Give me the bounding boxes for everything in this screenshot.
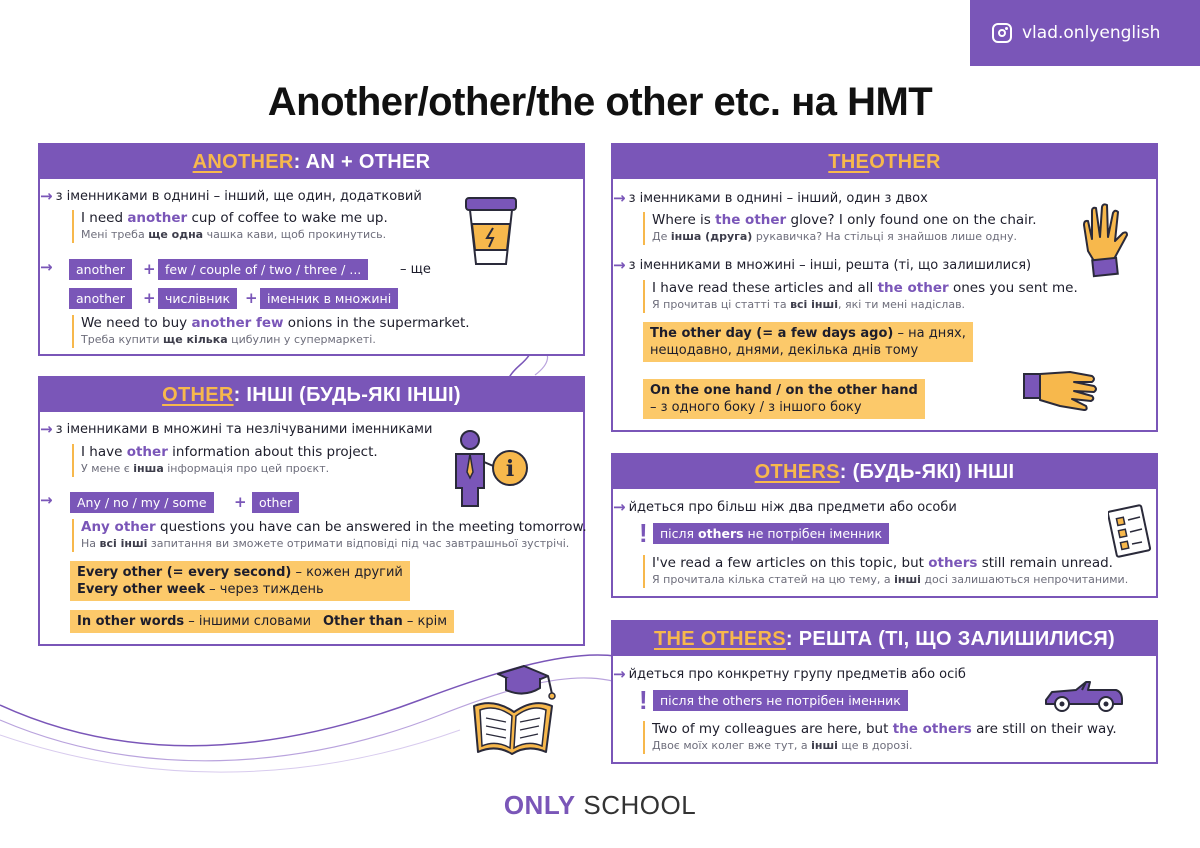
arrow-right-icon: →	[613, 665, 626, 683]
arrow-right-icon: →	[40, 491, 53, 509]
checklist-icon	[1108, 504, 1154, 560]
arrow-right-icon: →	[40, 258, 53, 276]
chip-another-2: another	[69, 288, 132, 309]
rule-another-singular: → з іменниками в однині – інший, ще один, додатковий	[40, 187, 422, 205]
plus-sign: +	[143, 260, 156, 278]
page-title: Another/other/the other etc. на НМТ	[267, 80, 933, 124]
arrow-right-icon: →	[40, 420, 53, 438]
plus-sign: +	[143, 289, 156, 307]
example-the-other-articles: I have read these articles and all the other ones you sent me. Я прочитав ці статті та всі інші, які ти мені надіслав.	[643, 280, 1078, 313]
chip-any-no-my-some: Any / no / my / some	[70, 492, 214, 513]
glove-icon	[1020, 366, 1100, 418]
rule-the-other-plural: → з іменниками в множині – інші, решта (ті, що залишилися)	[613, 256, 1032, 274]
plus-sign: +	[234, 493, 247, 511]
chip-numeral: числівник	[158, 288, 237, 309]
example-another-onions: We need to buy another few onions in the supermarket. Треба купити ще кілька цибулин у супермаркеті.	[72, 315, 470, 348]
chip-no-noun-after-others: після others не потрібен іменник	[653, 523, 889, 544]
idiom-other-than: Other than – крім	[316, 610, 454, 633]
instagram-handle-badge[interactable]	[970, 0, 1200, 66]
arrow-right-icon: →	[613, 189, 626, 207]
card-other-title: OTHER : ІНШІ (БУДЬ-ЯКІ ІНШІ)	[40, 378, 583, 412]
instagram-handle-text: vlad.onlyenglish	[1022, 23, 1161, 43]
card-the-others-title: THE OTHERS : РЕШТА (ТІ, ЩО ЗАЛИШИЛИСЯ)	[613, 622, 1156, 656]
chip-no-noun-after-the-others: після the others не потрібен іменник	[653, 690, 908, 711]
card-others	[611, 453, 1158, 598]
idiom-in-other-words: In other words – іншими словами	[70, 610, 318, 633]
rule-the-other-singular: → з іменниками в однині – інший, один з двох	[613, 189, 928, 207]
example-the-other-glove: Where is the other glove? I only found one on the chair. Де інша (друга) рукавичка? На стільці я знайшов лише одну.	[643, 212, 1037, 245]
note-still: – ще	[400, 262, 431, 277]
book-graduation-cap-icon	[468, 662, 562, 758]
card-others-title: OTHERS : (БУДЬ-ЯКІ) ІНШІ	[613, 455, 1156, 489]
card-another-title: AN OTHER : AN + OTHER	[40, 145, 583, 179]
only-school-logo: ONLY SCHOOL	[503, 790, 697, 820]
example-others-articles: I've read a few articles on this topic, but others still remain unread. Я прочитала кілька статей на цю тему, а інші досі залишаються непрочитаними.	[643, 555, 1128, 588]
rule-others-more-than-two: → йдеться про більш ніж два предмети або особи	[613, 498, 957, 516]
rule-the-others-specific-group: → йдеться про конкретну групу предметів або осіб	[613, 665, 966, 683]
instagram-icon	[992, 23, 1012, 43]
businessman-info-icon	[448, 428, 534, 508]
convertible-car-icon	[1042, 678, 1126, 714]
arrow-right-icon: →	[613, 256, 626, 274]
idiom-every-other: Every other (= every second) – кожен другий Every other week – через тиждень	[70, 561, 410, 601]
chip-another: another	[69, 259, 132, 280]
plus-sign: +	[245, 289, 258, 307]
idiom-on-the-other-hand: On the one hand / on the other hand – з одного боку / з іншого боку	[643, 379, 925, 419]
rule-other-plural: → з іменниками в множині та незлічуваними іменниками	[40, 420, 433, 438]
exclamation-icon: !	[639, 518, 648, 548]
card-the-other-title: THE OTHER	[613, 145, 1156, 179]
card-other	[38, 376, 585, 646]
svg-text:i: i	[505, 456, 515, 482]
example-other-information: I have other information about this project. У мене є інша інформація про цей проєкт.	[72, 444, 378, 477]
chip-plural-noun: іменник в множині	[260, 288, 398, 309]
arrow-right-icon: →	[613, 498, 626, 516]
chip-other: other	[252, 492, 299, 513]
arrow-right-icon: →	[40, 187, 53, 205]
idiom-the-other-day: The other day (= a few days ago) – на днях, нещодавно, днями, декілька днів тому	[643, 322, 973, 362]
exclamation-icon: !	[639, 685, 648, 715]
example-another-coffee: I need another cup of coffee to wake me up. Мені треба ще одна чашка кави, щоб прокинутись.	[72, 210, 388, 243]
coffee-cup-icon	[458, 194, 524, 268]
example-the-others-colleagues: Two of my colleagues are here, but the others are still on their way. Двоє моїх колег вже тут, а інші ще в дорозі.	[643, 721, 1117, 754]
chip-few-couple: few / couple of / two / three / ...	[158, 259, 368, 280]
example-any-other-questions: Any other questions you have can be answered in the meeting tomorrow. На всі інші запитання ви зможете отримати відповіді під час завтрашньої зустрічі.	[72, 519, 587, 552]
glove-icon	[1078, 203, 1132, 279]
